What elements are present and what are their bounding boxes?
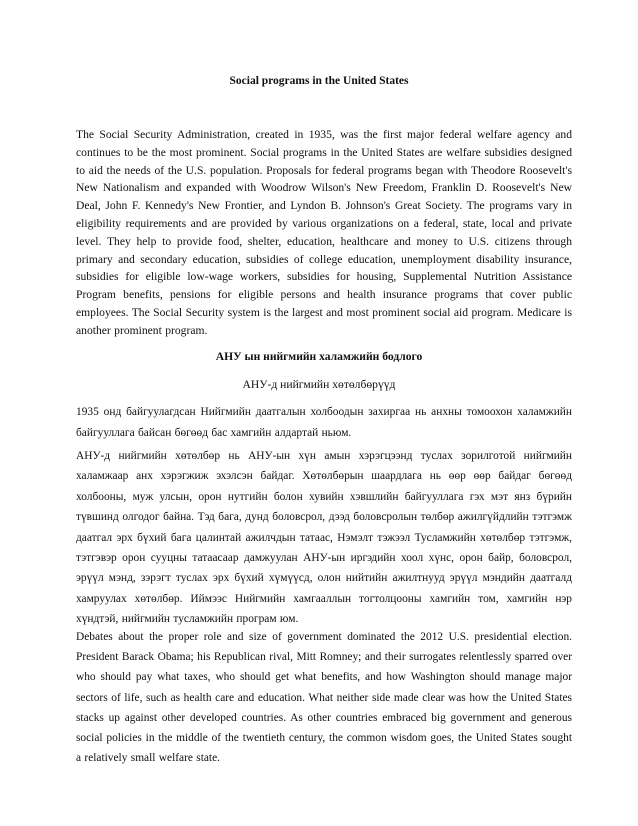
mongolian-subheading: АНУ-д нийгмийн хөтөлбөрүүд — [242, 378, 396, 391]
mongolian-heading: АНУ ын нийгмийн халамжийн бодлого — [215, 350, 423, 363]
english-paragraph-1: The Social Security Administration, created in 1935, was the first major federal welfare agency and continues to be the most prominent. Social programs in the United States are welfare subsidies designed to aid the needs of the U.S. population. Proposals for federal programs began with Theodore Roosevelt's New Nationalism and expanded with Woodrow Wilson's New Freedom, Franklin D. Roosevelt's New Deal, John F. Kennedy's New Frontier, and Lyndon B. Johnson's Great Society. The programs vary in eligibility requirements and are provided by various organizations on a federal, state, local and private level. They help to provide food, shelter, education, healthcare and money to U.S. citizens through primary and secondary education, subsidies of college education, unemployment disability insurance, subsidies for eligible low-wage workers, subsidies for housing, Supplemental Nutrition Assistance Program benefits, pensions for eligible persons and health insurance programs that cover public employees. The Social Security system is the largest and most prominent social aid program. Medicare is another prominent program. — [76, 128, 572, 337]
mongolian-paragraph-1: 1935 онд байгуулагдсан Нийгмийн даатгалын холбоодын захиргаа нь анхны томоохон халамжийн байгууллага байсан бөгөөд бас хамгийн алдартай ньюм. — [76, 406, 572, 439]
document-title: Social programs in the United States — [229, 75, 409, 87]
mongolian-paragraph-2: АНУ-д нийгмийн хөтөлбөр нь АНУ-ын хүн амын хэрэгцээнд туслах зорилготой нийгмийн халамжаар анх хэрэгжиж эхэлсэн байдаг. Хөтөлбөрын шаардлага нь өөр өөр байдаг бөгөөд холбооны, муж улсын, орон нутгийн болон хувийн хэвшлийн байгууллага гэх мэт янз бүрийн түвшинд олгодог байна. Тэд бага, дунд боловсрол, дээд боловсролын төлбөр ажилгүйдлийн тэтгэмж даатгал эрх бүхий бага цалинтай ажилчдын татаас, Нэмэлт тэжээл Тусламжийн хөтөлбөр тэтгэмж, тэтгэвэр орон сууцны татаасаар дамжуулан АНУ-ын иргэдийн хоол хүнс, орон байр, боловсрол, эрүүл мэнд, зэрэгт туслах эрх бүхий хүмүүсд, олон нийтийн ажилтнууд эрүүл мэндийн даатгалд хамруулах хөтөлбөр. Иймээс Нийгмийн хамгааллын тогтолцооны хамгийн том, хамгийн нэр хүндтэй, нийгмийн тусламжийн програм юм. — [76, 450, 572, 626]
english-paragraph-2: Debates about the proper role and size of government dominated the 2012 U.S. presidential election. President Barack Obama; his Republican rival, Mitt Romney; and their surrogates relentlessly sparred over who should pay what taxes, who should get what benefits, and how Washington should manage major sectors of life, such as health care and education. What neither side made clear was how the United States stacks up against other developed countries. As other countries embraced big government and generous social policies in the middle of the twentieth century, the common wisdom goes, the United States sought a relatively small welfare state. — [76, 631, 572, 765]
